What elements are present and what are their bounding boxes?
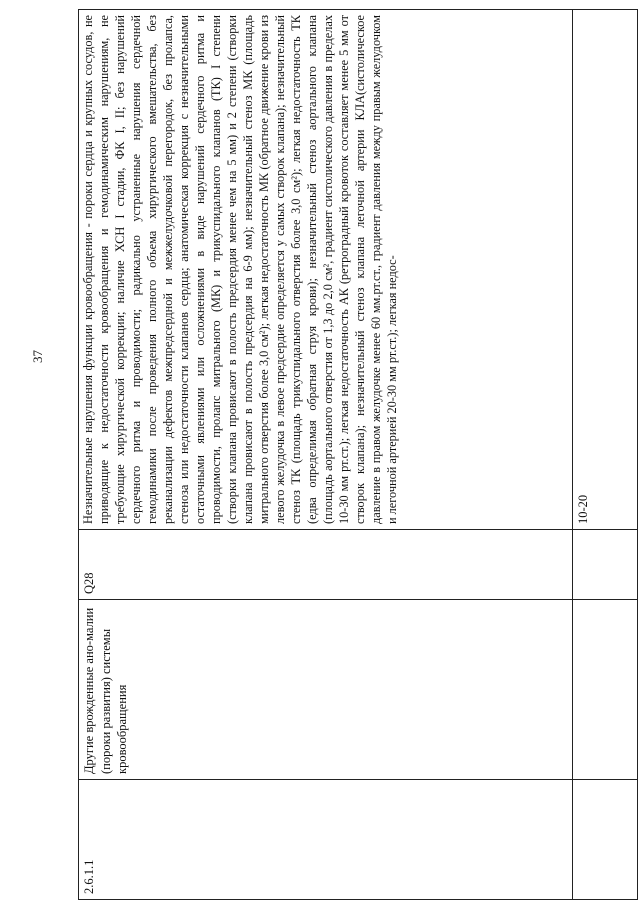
empty-cell bbox=[572, 780, 637, 900]
table-row bbox=[572, 10, 637, 900]
icd-code-cell bbox=[79, 530, 573, 600]
page-number: 37 bbox=[30, 350, 45, 363]
description-cell bbox=[79, 10, 573, 530]
empty-cell bbox=[572, 530, 637, 600]
score-value: 10-20 bbox=[575, 494, 590, 524]
rotated-page-content bbox=[78, 10, 638, 900]
row-code: 2.6.1.1 bbox=[82, 859, 96, 894]
empty-cell bbox=[572, 600, 637, 780]
criteria-description: Незначительные нарушения функции кровообращения - пороки сердца и крупных сосудов, не приводящие к недостаточности кровообращения и гемодинамическим нарушениям, не требующие хирургической коррекции; наличие ХСН I стадии, ФК I, II; без нарушений сердечного ритма и проводимости; радикально устраненные нарушения сердечной гемодинамики после проведения полного объема хирургического вмешательства, без реканализации дефектов межпредсердной и межжелудочковой перегородок, без пролапса, стеноза или недостаточности клапанов сердца; анатомическая коррекция с незначительными остаточными явлениями или осложнениями в виде нарушений сердечного ритма и проводимости, пролапс митрального (МК) и трикуспидального клапанов (ТК) I степени (створки клапана провисают в полость предсердия менее чем на 5 мм) и 2 степени (створки клапана провисают в полость предсердия на 6-9 мм); незначительный стеноз МК (площадь митрального отверстия более 3,0 см²); легкая недостаточность МК (обратное движение крови из левого желудочка в левое предсердие определяется у самых створок клапана); незначительный стеноз ТК (площадь трикуспидального отверстия более 3,0 см²); легкая недостаточность ТК (едва определимая обратная струя крови); незначительный стеноз аортального клапана (площадь аортального отверстия от 1,3 до 2,0 см², градиент систолического давления в пределах 10-30 мм рт.ст.); легкая недостаточность АК (ретроградный кровоток составляет менее 5 мм от створок клапана); незначительный стеноз клапана легочной артерии КЛА(систолическое давление в правом желудочке менее 60 мм.рт.ст., градиент давления между правым желудочком и легочной артерией 20-30 мм рт.ст.); легкая недос- bbox=[81, 15, 399, 524]
condition-name: Другие врожденные ано-малии (пороки развития) системы кровообращения bbox=[82, 607, 129, 774]
table-row bbox=[79, 10, 573, 900]
condition-name-cell bbox=[79, 600, 573, 780]
document-table-wrapper bbox=[78, 10, 638, 900]
disease-criteria-table bbox=[78, 9, 638, 900]
row-code-cell bbox=[79, 780, 573, 900]
score-cell bbox=[572, 10, 637, 530]
icd-code: Q28 bbox=[82, 572, 96, 594]
